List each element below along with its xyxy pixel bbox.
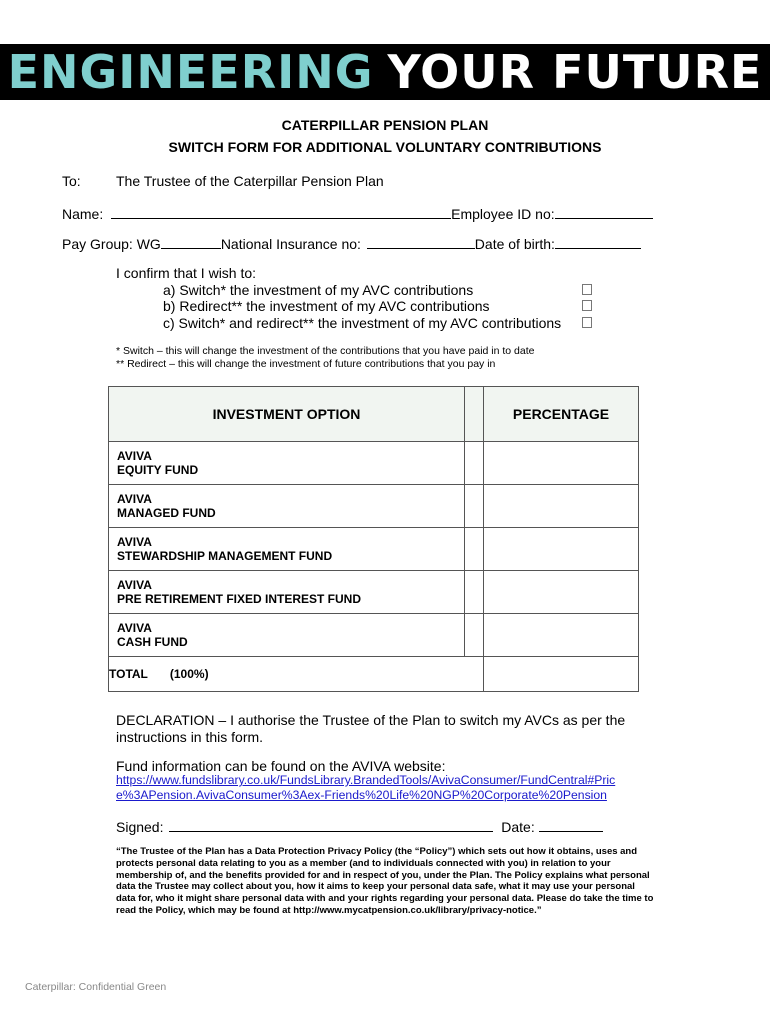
option-redirect-checkbox[interactable] — [582, 300, 592, 311]
privacy-policy-text: “The Trustee of the Plan has a Data Protection Privacy Policy (the “Policy”) which sets out how it obtains, uses and protects personal data relating to you as a member (and to individuals connected with you) in relation to your membership of, and the benefits provided for and in respect of you, under the Plan. The Policy explains what personal data the Trustee may collect about you, how it aims to keep your personal data safe, what it may use your personal data for, who it might share personal data with and your rights regarding your personal data. Please do take the time to read the Policy, which may be found at http://www.mycatpension.co.uk/library/privacy-notice.” — [116, 846, 654, 916]
fund-check-cell[interactable] — [465, 485, 484, 528]
fund-percentage-cell[interactable] — [484, 571, 639, 614]
fund-percentage-cell[interactable] — [484, 614, 639, 657]
name-row — [62, 204, 653, 222]
to-label: To: — [62, 173, 81, 189]
total-row — [109, 657, 639, 692]
fund-name: PRE RETIREMENT FIXED INTEREST FUND — [117, 592, 362, 606]
national-insurance-label: National Insurance no: — [220, 236, 361, 252]
option-redirect: b) Redirect** the investment of my AVC contributions — [163, 298, 490, 314]
fund-provider: AVIVA — [117, 535, 152, 549]
fund-check-cell[interactable] — [465, 442, 484, 485]
signature-field[interactable] — [169, 817, 493, 832]
total-label: TOTAL — [109, 667, 148, 681]
fund-name: MANAGED FUND — [117, 506, 216, 520]
fund-name: EQUITY FUND — [117, 463, 199, 477]
declaration-line-1: DECLARATION – I authorise the Trustee of the Plan to switch my AVCs as per the — [116, 712, 626, 728]
date-field[interactable] — [539, 817, 603, 832]
fund-provider: AVIVA — [117, 449, 152, 463]
fund-percentage-cell[interactable] — [484, 442, 639, 485]
header-spacer-cell — [465, 387, 484, 442]
form-subtitle: SWITCH FORM FOR ADDITIONAL VOLUNTARY CONTRIBUTIONS — [168, 139, 602, 155]
fund-name-cell — [109, 528, 465, 571]
redirect-note: ** Redirect – this will change the investment of future contributions that you pay in — [116, 358, 496, 370]
option-switch-and-redirect-checkbox[interactable] — [582, 317, 592, 328]
table-row — [109, 485, 639, 528]
total-value: (100%) — [169, 667, 209, 681]
fund-name-cell — [109, 571, 465, 614]
banner-word-engineering: ENGINEERING — [7, 45, 374, 99]
table-header-row — [109, 387, 639, 442]
fund-name: CASH FUND — [117, 635, 188, 649]
fund-provider: AVIVA — [117, 578, 152, 592]
percentage-header: PERCENTAGE — [484, 387, 639, 442]
fund-provider: AVIVA — [117, 621, 152, 635]
date-label: Date: — [501, 819, 535, 835]
signature-row — [116, 817, 603, 835]
table-row — [109, 528, 639, 571]
aviva-website-link-line-1[interactable]: https://www.fundslibrary.co.uk/FundsLibrary.BrandedTools/AvivaConsumer/FundCentral#Pric — [116, 773, 616, 787]
pay-group-label: Pay Group: WG — [62, 236, 161, 252]
fund-check-cell[interactable] — [465, 528, 484, 571]
fund-name-cell — [109, 485, 465, 528]
option-switch: a) Switch* the investment of my AVC contributions — [163, 282, 474, 298]
total-label-cell — [109, 657, 484, 692]
investment-option-header: INVESTMENT OPTION — [109, 387, 465, 442]
fund-name-cell — [109, 442, 465, 485]
fund-provider: AVIVA — [117, 492, 152, 506]
table-row — [109, 571, 639, 614]
name-label: Name: — [62, 206, 104, 222]
investment-table — [108, 386, 639, 692]
fund-check-cell[interactable] — [465, 571, 484, 614]
confidentiality-footer: Caterpillar: Confidential Green — [25, 981, 167, 993]
national-insurance-field[interactable] — [367, 234, 475, 249]
fund-name: STEWARDSHIP MANAGEMENT FUND — [117, 549, 333, 563]
engineering-your-future-banner — [0, 44, 770, 100]
employee-id-field[interactable] — [555, 204, 653, 219]
date-of-birth-field[interactable] — [555, 234, 641, 249]
switch-note: * Switch – this will change the investment of the contributions that you have paid in to date — [116, 345, 535, 357]
form-title: CATERPILLAR PENSION PLAN — [281, 117, 489, 133]
option-switch-checkbox[interactable] — [582, 284, 592, 295]
pay-group-row — [62, 234, 641, 252]
fund-name-cell — [109, 614, 465, 657]
pay-group-field[interactable] — [161, 234, 221, 249]
signed-label: Signed: — [116, 819, 164, 835]
option-switch-and-redirect: c) Switch* and redirect** the investment of my AVC contributions — [163, 315, 562, 331]
date-of-birth-label: Date of birth: — [474, 236, 555, 252]
total-percentage-cell[interactable] — [484, 657, 639, 692]
employee-id-label: Employee ID no: — [451, 206, 555, 222]
fund-info-text: Fund information can be found on the AVIVA website: — [116, 758, 446, 774]
confirm-intro: I confirm that I wish to: — [116, 265, 257, 281]
banner-word-your-future: YOUR FUTURE — [387, 45, 763, 99]
aviva-website-link-line-2[interactable]: e%3APension.AvivaConsumer%3Aex-Friends%20Life%20NGP%20Corporate%20Pension — [116, 788, 607, 802]
fund-check-cell[interactable] — [465, 614, 484, 657]
declaration-line-2: instructions in this form. — [116, 729, 264, 745]
to-value: The Trustee of the Caterpillar Pension Plan — [116, 173, 384, 189]
table-row — [109, 442, 639, 485]
fund-percentage-cell[interactable] — [484, 485, 639, 528]
name-field[interactable] — [111, 204, 451, 219]
fund-percentage-cell[interactable] — [484, 528, 639, 571]
table-row — [109, 614, 639, 657]
